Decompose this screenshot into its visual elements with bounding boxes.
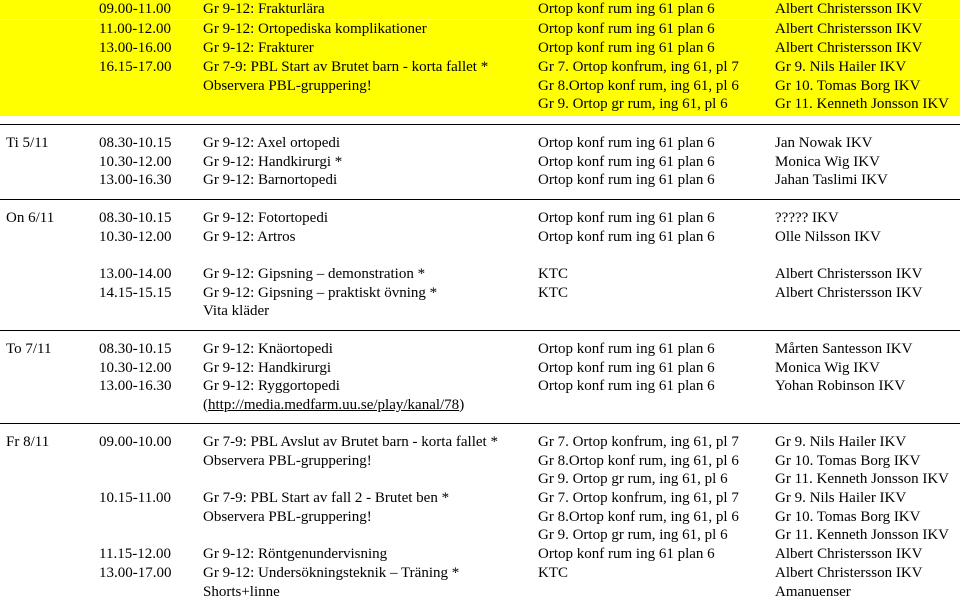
teacher-cell: [775, 545, 922, 564]
teacher-cell-line: Gr 10. Tomas Borg IKV: [775, 508, 921, 525]
teacher-cell: [775, 20, 922, 39]
course-cell: [203, 564, 459, 601]
day-separator-line: [0, 124, 960, 125]
day-separator-line: [0, 199, 960, 200]
course-cell: [203, 433, 498, 470]
room-cell-line: Gr 7. Ortop konfrum, ing 61, pl 7: [538, 59, 739, 75]
room-cell-line: Gr 7. Ortop konfrum, ing 61, pl 7: [538, 434, 739, 450]
media-stream-link[interactable]: http://media.medfarm.uu.se/play/kanal/78: [208, 396, 460, 413]
course-cell: [203, 340, 464, 414]
course-cell-line: Gr 9-12: Handkirurgi *: [203, 153, 343, 170]
schedule-row: [0, 433, 960, 489]
time-cell: [99, 340, 172, 396]
teacher-cell-line: Albert Christersson IKV: [775, 1, 923, 17]
room-cell-line: Ortop konf rum ing 61 plan 6: [538, 153, 715, 170]
course-cell-line: Gr 7-9: PBL Start av fall 2 - Brutet ben *: [203, 490, 450, 506]
course-cell: [203, 39, 314, 58]
time-cell-line: 13.00-14.00: [99, 266, 172, 282]
teacher-cell-line: Monica Wig IKV: [775, 153, 880, 170]
course-cell-line: Gr 9-12: Artros: [203, 228, 296, 245]
teacher-cell: [775, 0, 922, 19]
schedule-row: [0, 340, 960, 415]
room-cell-line: Ortop konf rum ing 61 plan 6: [538, 359, 715, 376]
room-cell-line: Ortop konf rum ing 61 plan 6: [538, 40, 715, 56]
day-separator-line: [0, 330, 960, 331]
room-cell-line: Gr 9. Ortop gr rum, ing 61, pl 6: [538, 527, 728, 544]
course-cell: [203, 58, 488, 95]
time-cell-line: 16.15-17.00: [99, 59, 172, 75]
room-cell-line: KTC: [538, 266, 568, 282]
room-cell-line: KTC: [538, 565, 568, 581]
course-cell-line: Gr 9-12: Ortopediska komplikationer: [203, 21, 427, 37]
teacher-cell-line: Gr 10. Tomas Borg IKV: [775, 77, 921, 94]
course-cell: [203, 545, 387, 564]
time-cell-line: 13.00-16.00: [99, 40, 172, 56]
day-cell: [6, 433, 49, 452]
course-cell-line: Vita kläder: [203, 303, 270, 320]
room-cell-line: Ortop konf rum ing 61 plan 6: [538, 21, 715, 37]
day-cell: [6, 209, 54, 228]
course-cell-line: Gr 9-12: Handkirurgi: [203, 359, 332, 376]
course-cell-line: Observera PBL-gruppering!: [203, 508, 372, 525]
schedule-row: [0, 134, 960, 192]
room-cell-line: Gr 7. Ortop konfrum, ing 61, pl 7: [538, 490, 739, 506]
time-cell: [99, 134, 172, 190]
course-cell: [203, 20, 427, 39]
teacher-cell-line: ????? IKV: [775, 210, 839, 226]
course-cell-line: Gr 9-12: Undersökningsteknik – Träning *: [203, 565, 460, 581]
stream-link-line: [203, 396, 464, 415]
room-cell-line: Gr 9. Ortop gr rum, ing 61, pl 6: [538, 471, 728, 488]
teacher-cell-line: Yohan Robinson IKV: [775, 378, 906, 395]
course-cell: [203, 0, 325, 19]
teacher-cell: [775, 340, 912, 396]
teacher-cell-line: Amanuenser: [775, 583, 851, 600]
course-cell-line: Gr 9-12: Frakturer: [203, 40, 314, 56]
room-cell-line: Ortop konf rum ing 61 plan 6: [538, 172, 715, 189]
teacher-cell: [775, 58, 949, 114]
time-cell: [99, 489, 171, 508]
teacher-cell-line: Gr 10. Tomas Borg IKV: [775, 452, 921, 469]
teacher-cell-line: Gr 11. Kenneth Jonsson IKV: [775, 471, 950, 488]
room-cell-line: Ortop konf rum ing 61 plan 6: [538, 546, 715, 562]
room-cell-line: Ortop konf rum ing 61 plan 6: [538, 1, 715, 17]
schedule-row: [0, 545, 960, 564]
course-cell: [203, 134, 342, 190]
day-cell-line: To 7/11: [6, 341, 52, 357]
course-cell: [203, 265, 437, 321]
schedule-row: [0, 209, 960, 249]
time-cell: [99, 433, 172, 452]
teacher-cell-line: Gr 9. Nils Hailer IKV: [775, 490, 907, 506]
time-cell: [99, 265, 172, 302]
teacher-cell-line: Albert Christersson IKV: [775, 40, 923, 56]
course-cell-line: Gr 7-9: PBL Start av Brutet barn - korta fallet *: [203, 59, 489, 75]
time-cell-line: 13.00-17.00: [99, 565, 172, 581]
time-cell-line: 10.30-12.00: [99, 359, 172, 376]
time-cell-line: 14.15-15.15: [99, 284, 172, 301]
teacher-cell: [775, 209, 881, 246]
time-cell-line: 10.15-11.00: [99, 490, 171, 506]
teacher-cell-line: Gr 11. Kenneth Jonsson IKV: [775, 527, 950, 544]
time-cell-line: 10.30-12.00: [99, 153, 172, 170]
day-cell: [6, 134, 49, 153]
course-cell-line: Gr 9-12: Ryggortopedi: [203, 378, 340, 395]
schedule-row: [0, 265, 960, 323]
day-cell-line: Ti 5/11: [6, 135, 49, 151]
room-cell: [538, 489, 739, 545]
time-cell-line: 13.00-16.30: [99, 172, 172, 189]
teacher-cell: [775, 265, 922, 302]
room-cell: [538, 20, 715, 39]
course-cell-line: Gr 9-12: Fotortopedi: [203, 210, 328, 226]
room-cell: [538, 58, 739, 114]
room-cell: [538, 433, 739, 489]
course-cell: [203, 209, 328, 246]
schedule-row: [0, 20, 960, 39]
teacher-cell: [775, 134, 888, 190]
room-cell: [538, 39, 715, 58]
time-cell: [99, 20, 171, 39]
time-cell: [99, 39, 172, 58]
teacher-cell-line: Albert Christersson IKV: [775, 284, 923, 301]
schedule-row: [0, 0, 960, 19]
room-cell-line: Ortop konf rum ing 61 plan 6: [538, 341, 715, 357]
schedule-row: [0, 39, 960, 58]
room-cell-line: KTC: [538, 284, 568, 301]
teacher-cell-line: Jahan Taslimi IKV: [775, 172, 888, 189]
schedule-row: [0, 489, 960, 545]
day-cell-line: Fr 8/11: [6, 434, 50, 450]
teacher-cell: [775, 39, 922, 58]
teacher-cell-line: Albert Christersson IKV: [775, 546, 923, 562]
teacher-cell-line: Albert Christersson IKV: [775, 266, 923, 282]
time-cell-line: 08.30-10.15: [99, 135, 172, 151]
time-cell-line: 11.00-12.00: [99, 21, 171, 37]
course-cell-line: Gr 9-12: Knäortopedi: [203, 341, 333, 357]
teacher-cell: [775, 433, 949, 489]
course-cell-line: Gr 9-12: Barnortopedi: [203, 172, 338, 189]
room-cell-line: Ortop konf rum ing 61 plan 6: [538, 228, 715, 245]
course-cell-line: Gr 9-12: Röntgenundervisning: [203, 546, 388, 562]
teacher-cell-line: Gr 11. Kenneth Jonsson IKV: [775, 96, 950, 113]
link-prefix: (: [203, 396, 208, 413]
course-cell-line: Shorts+linne: [203, 583, 280, 600]
course-cell-line: Gr 9-12: Axel ortopedi: [203, 135, 341, 151]
room-cell-line: Gr 9. Ortop gr rum, ing 61, pl 6: [538, 96, 728, 113]
room-cell: [538, 0, 715, 19]
teacher-cell-line: Gr 9. Nils Hailer IKV: [775, 434, 907, 450]
room-cell-line: Ortop konf rum ing 61 plan 6: [538, 210, 715, 226]
room-cell: [538, 209, 715, 246]
time-cell: [99, 0, 171, 19]
link-suffix: ): [459, 396, 465, 413]
schedule-row: [0, 564, 960, 603]
day-separator-line: [0, 423, 960, 424]
time-cell-line: 08.30-10.15: [99, 341, 172, 357]
teacher-cell-line: Albert Christersson IKV: [775, 565, 923, 581]
teacher-cell-line: Albert Christersson IKV: [775, 21, 923, 37]
course-cell-line: Observera PBL-gruppering!: [203, 452, 372, 469]
time-cell-line: 13.00-16.30: [99, 378, 172, 395]
room-cell: [538, 134, 715, 190]
course-cell: [203, 489, 449, 526]
course-cell-line: Observera PBL-gruppering!: [203, 77, 372, 94]
time-cell-line: 09.00-10.00: [99, 434, 172, 450]
course-cell-line: Gr 9-12: Frakturlära: [203, 1, 325, 17]
time-cell-line: 08.30-10.15: [99, 210, 172, 226]
room-cell-line: Ortop konf rum ing 61 plan 6: [538, 135, 715, 151]
teacher-cell: [775, 564, 922, 601]
teacher-cell-line: Monica Wig IKV: [775, 359, 880, 376]
time-cell: [99, 58, 172, 77]
time-cell-line: 10.30-12.00: [99, 228, 172, 245]
room-cell: [538, 545, 715, 564]
course-cell-line: Gr 7-9: PBL Avslut av Brutet barn - korta fallet *: [203, 434, 498, 450]
teacher-cell-line: Jan Nowak IKV: [775, 135, 873, 151]
room-cell-line: Gr 8.Ortop konf rum, ing 61, pl 6: [538, 452, 739, 469]
time-cell: [99, 564, 172, 583]
course-cell-line: Gr 9-12: Gipsning – demonstration *: [203, 266, 426, 282]
teacher-cell-line: Mårten Santesson IKV: [775, 341, 913, 357]
room-cell-line: Gr 8.Ortop konf rum, ing 61, pl 6: [538, 77, 739, 94]
teacher-cell-line: Olle Nilsson IKV: [775, 228, 881, 245]
room-cell: [538, 265, 568, 302]
schedule-row: [0, 58, 960, 116]
room-cell-line: Ortop konf rum ing 61 plan 6: [538, 378, 715, 395]
day-cell: [6, 340, 51, 359]
day-cell-line: On 6/11: [6, 210, 55, 226]
time-cell: [99, 209, 172, 246]
teacher-cell-line: Gr 9. Nils Hailer IKV: [775, 59, 907, 75]
room-cell-line: Gr 8.Ortop konf rum, ing 61, pl 6: [538, 508, 739, 525]
time-cell: [99, 545, 171, 564]
time-cell-line: 09.00-11.00: [99, 1, 171, 17]
course-cell-line: Gr 9-12: Gipsning – praktiskt övning *: [203, 284, 438, 301]
room-cell: [538, 340, 715, 396]
room-cell: [538, 564, 568, 583]
teacher-cell: [775, 489, 949, 545]
time-cell-line: 11.15-12.00: [99, 546, 171, 562]
